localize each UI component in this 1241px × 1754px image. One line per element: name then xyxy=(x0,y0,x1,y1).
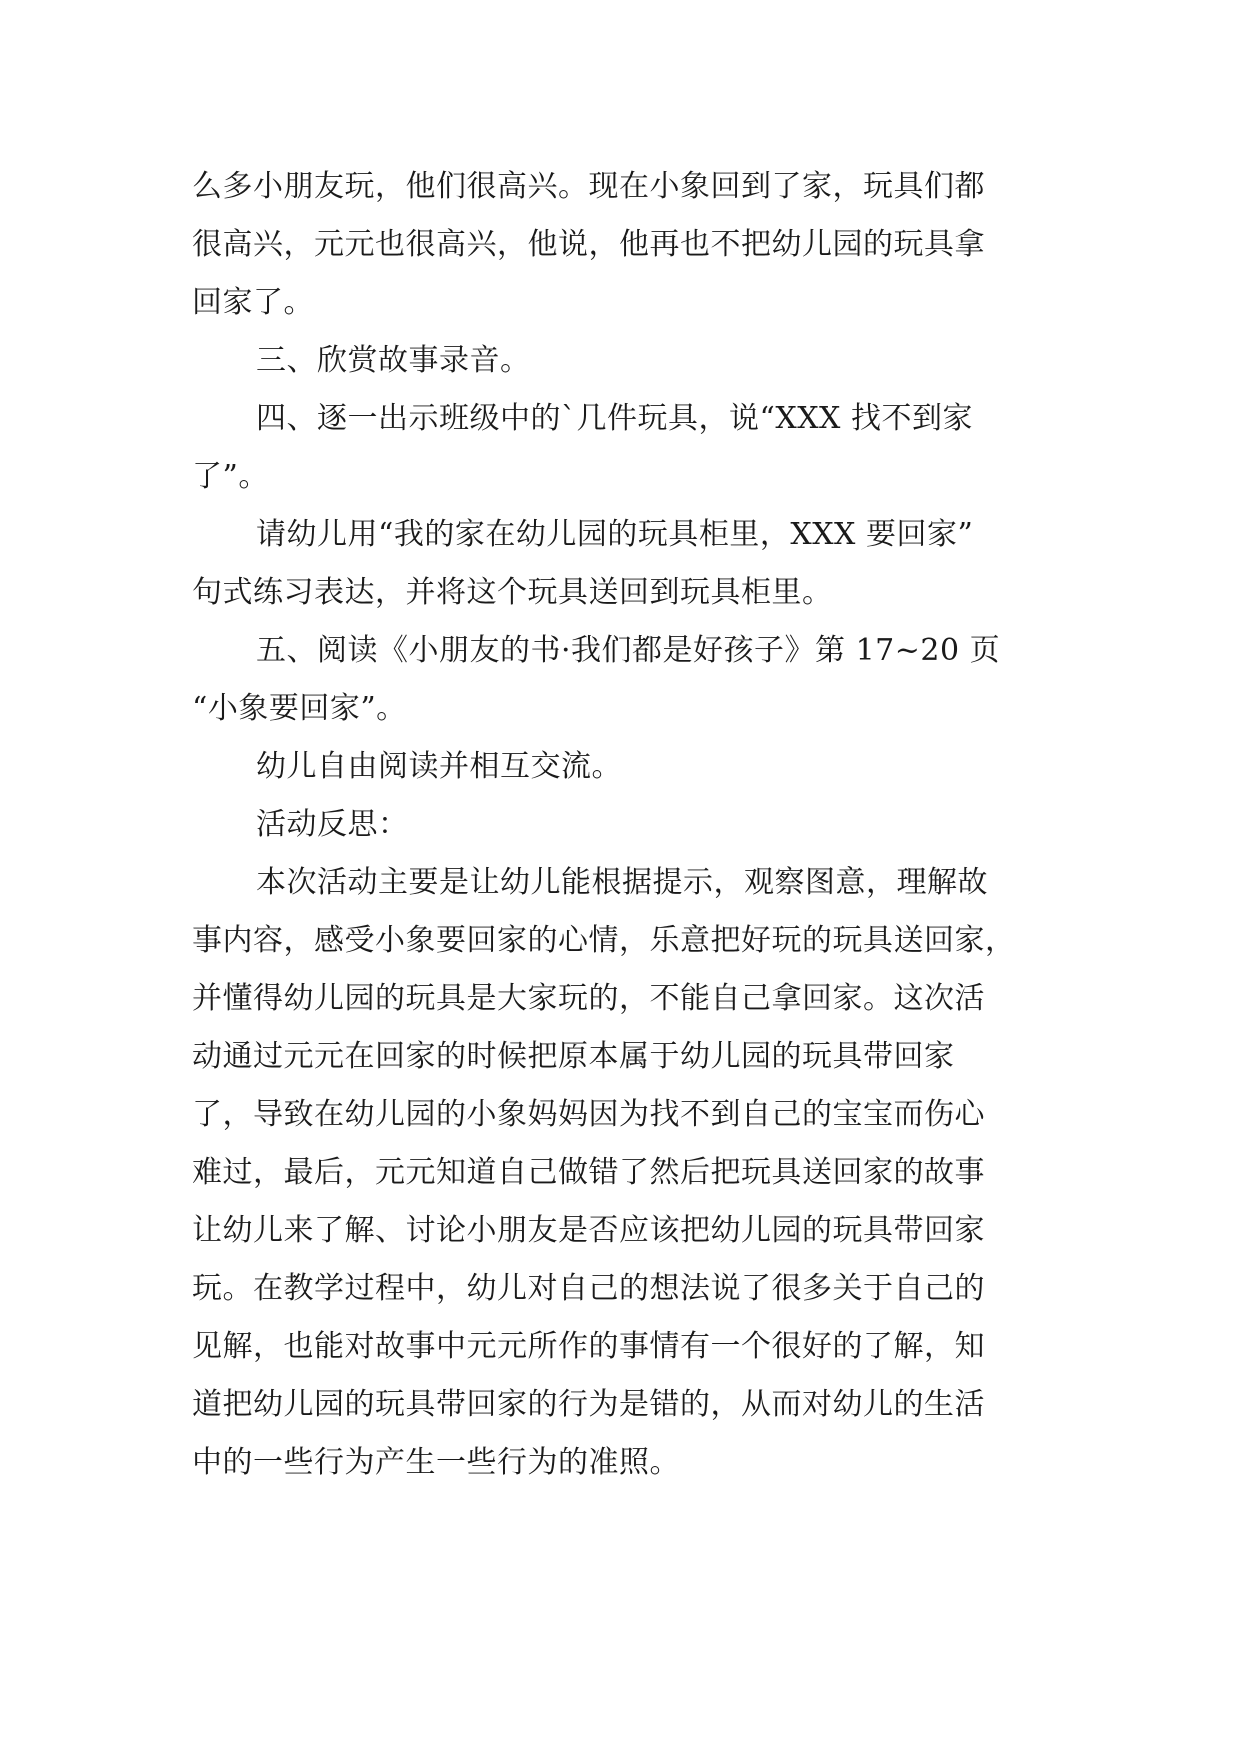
text-line: 本次活动主要是让幼儿能根据提示，观察图意，理解故 xyxy=(256,865,988,900)
text-line: 么多小朋友玩，他们很高兴。现在小象回到了家，玩具们都 xyxy=(192,169,985,204)
section-heading: 活动反思： xyxy=(256,807,409,842)
text-line: 请幼儿用“我的家在幼儿园的玩具柜里，XXX 要回家” xyxy=(256,517,974,552)
section-heading: 四、逐一出示班级中的`几件玩具，说“XXX 找不到家 xyxy=(256,401,973,436)
text-line: 幼儿自由阅读并相互交流。 xyxy=(256,749,622,784)
text-line: 中的一些行为产生一些行为的准照。 xyxy=(192,1445,680,1480)
text-line: 动通过元元在回家的时候把原本属于幼儿园的玩具带回家 xyxy=(192,1039,955,1074)
section-heading: 三、欣赏故事录音。 xyxy=(256,343,531,378)
text-line: 事内容，感受小象要回家的心情，乐意把好玩的玩具送回家， xyxy=(192,923,1016,958)
text-line: 难过，最后，元元知道自己做错了然后把玩具送回家的故事 xyxy=(192,1155,985,1190)
text-line: 见解，也能对故事中元元所作的事情有一个很好的了解，知 xyxy=(192,1329,985,1364)
text-line: 句式练习表达，并将这个玩具送回到玩具柜里。 xyxy=(192,575,833,610)
text-line: 了，导致在幼儿园的小象妈妈因为找不到自己的宝宝而伤心 xyxy=(192,1097,985,1132)
text-line: 很高兴，元元也很高兴，他说，他再也不把幼儿园的玩具拿 xyxy=(192,227,985,262)
text-line: 玩。在教学过程中，幼儿对自己的想法说了很多关于自己的 xyxy=(192,1271,985,1306)
text-line: 并懂得幼儿园的玩具是大家玩的，不能自己拿回家。这次活 xyxy=(192,981,985,1016)
text-line: 回家了。 xyxy=(192,285,314,320)
text-line: 让幼儿来了解、讨论小朋友是否应该把幼儿园的玩具带回家 xyxy=(192,1213,985,1248)
text-line: “小象要回家”。 xyxy=(192,691,407,726)
text-line: 道把幼儿园的玩具带回家的行为是错的，从而对幼儿的生活 xyxy=(192,1387,985,1422)
text-line: 了”。 xyxy=(192,459,269,494)
section-heading: 五、阅读《小朋友的书·我们都是好孩子》第 17~20 页 xyxy=(256,633,1001,668)
